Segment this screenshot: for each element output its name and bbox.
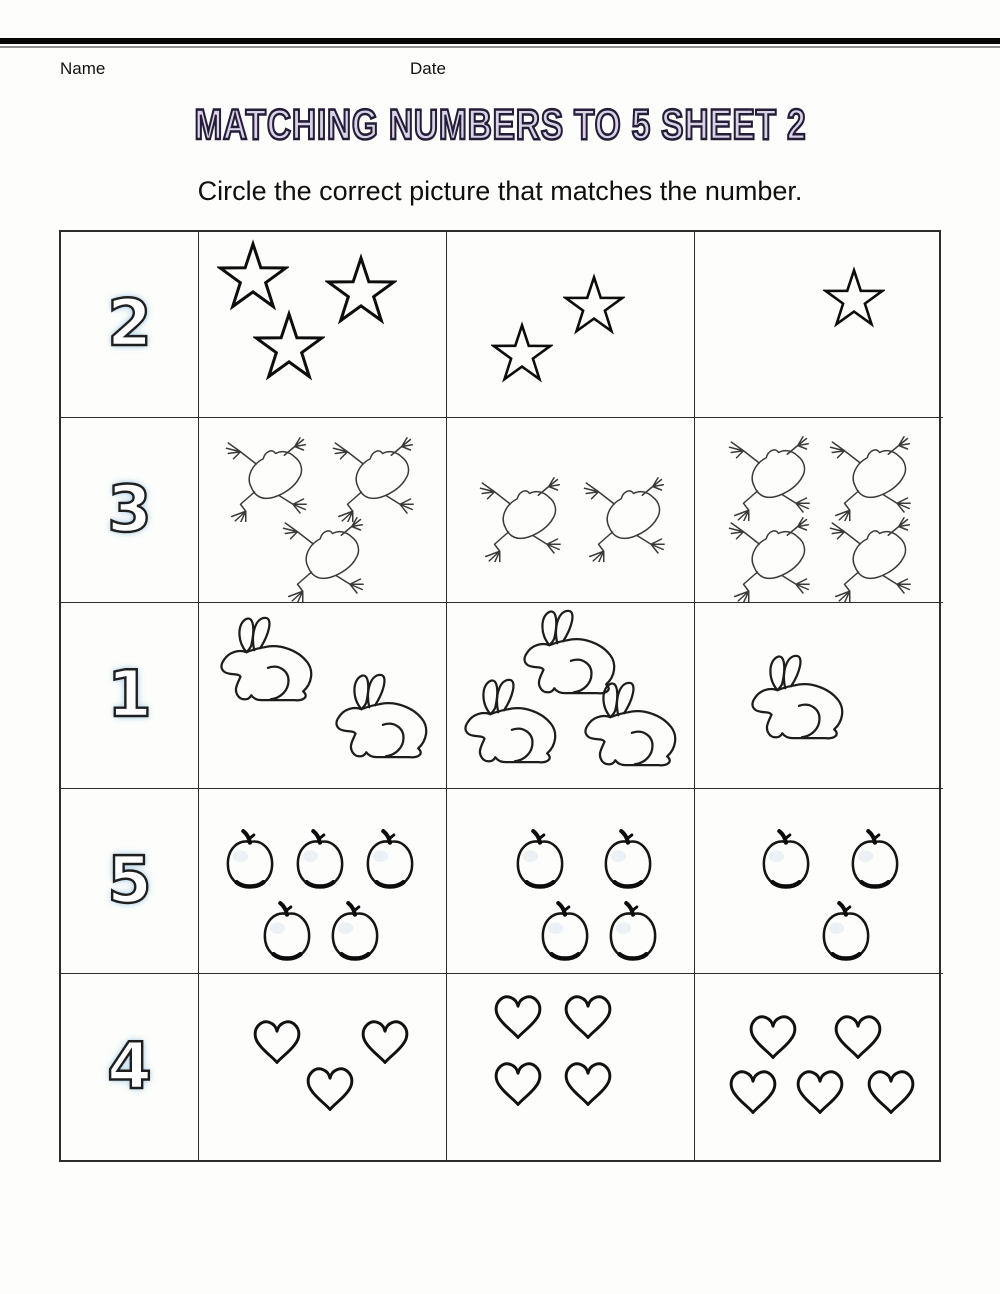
rabbit-icon — [742, 653, 850, 746]
apple-icon — [329, 901, 381, 963]
picture-cell-r5-c1[interactable] — [199, 974, 447, 1160]
frog-icon — [820, 433, 925, 521]
star-icon — [563, 273, 625, 335]
heart-icon — [251, 1018, 303, 1067]
star-icon — [253, 309, 325, 381]
star-icon — [491, 321, 553, 383]
rabbit-icon — [455, 677, 563, 770]
picture-cell-r1-c3[interactable] — [695, 232, 943, 418]
picture-cell-r4-c1[interactable] — [199, 789, 447, 975]
frog-icon — [216, 434, 321, 522]
worksheet-table — [59, 230, 941, 1162]
heart-icon — [832, 1013, 884, 1062]
apple-icon — [294, 829, 346, 891]
frog-icon — [719, 514, 824, 602]
apple-icon — [514, 829, 566, 891]
rabbit-icon — [326, 672, 434, 765]
frog-icon — [719, 433, 824, 521]
number-cell-row3 — [61, 603, 199, 789]
heart-icon — [304, 1065, 356, 1114]
picture-cell-r5-c3[interactable] — [695, 974, 943, 1160]
picture-cell-r1-c1[interactable] — [199, 232, 447, 418]
page-title: MATCHING NUMBERS TO 5 SHEET 2 — [193, 101, 807, 149]
star-icon — [325, 253, 397, 325]
number-cell-row1 — [61, 232, 199, 418]
title-wrap — [0, 102, 1000, 149]
picture-cell-r5-c2[interactable] — [447, 974, 695, 1160]
heart-icon — [492, 993, 544, 1042]
picture-cell-r4-c3[interactable] — [695, 789, 943, 975]
number-cell-row2 — [61, 418, 199, 604]
apple-icon — [539, 901, 591, 963]
top-rule-thin-line — [0, 46, 1000, 48]
frog-icon — [273, 514, 378, 602]
picture-cell-r2-c2[interactable] — [447, 418, 695, 604]
instruction-text: Circle the correct picture that matches the number. — [197, 176, 803, 206]
date-label: Date — [410, 59, 446, 78]
rabbit-icon — [211, 615, 319, 708]
bubble-number: 1 — [107, 658, 152, 733]
bubble-number: 2 — [107, 287, 152, 362]
heart-icon — [359, 1018, 411, 1067]
heart-icon — [562, 993, 614, 1042]
star-icon — [823, 266, 885, 328]
bubble-number: 5 — [107, 844, 152, 919]
apple-icon — [364, 829, 416, 891]
top-double-rule — [0, 38, 1000, 48]
picture-cell-r3-c3[interactable] — [695, 603, 943, 789]
frog-icon — [323, 434, 428, 522]
name-label: Name — [60, 59, 106, 78]
picture-cell-r2-c1[interactable] — [199, 418, 447, 604]
heart-icon — [727, 1068, 779, 1117]
heart-icon — [492, 1060, 544, 1109]
picture-cell-r3-c2[interactable] — [447, 603, 695, 789]
heart-icon — [794, 1068, 846, 1117]
picture-cell-r1-c2[interactable] — [447, 232, 695, 418]
frog-icon — [574, 474, 679, 562]
heart-icon — [747, 1013, 799, 1062]
apple-icon — [261, 901, 313, 963]
frog-icon — [820, 514, 925, 602]
apple-icon — [607, 901, 659, 963]
apple-icon — [760, 829, 812, 891]
bubble-number: 4 — [107, 1030, 152, 1105]
picture-cell-r3-c1[interactable] — [199, 603, 447, 789]
rabbit-icon — [575, 680, 683, 773]
apple-icon — [224, 829, 276, 891]
heart-icon — [562, 1060, 614, 1109]
frog-icon — [470, 474, 575, 562]
picture-cell-r4-c2[interactable] — [447, 789, 695, 975]
apple-icon — [602, 829, 654, 891]
star-icon — [217, 239, 289, 311]
apple-icon — [820, 901, 872, 963]
number-cell-row5 — [61, 974, 199, 1160]
heart-icon — [865, 1068, 917, 1117]
bubble-number: 3 — [107, 472, 152, 547]
picture-cell-r2-c3[interactable] — [695, 418, 943, 604]
apple-icon — [849, 829, 901, 891]
number-cell-row4 — [61, 789, 199, 975]
